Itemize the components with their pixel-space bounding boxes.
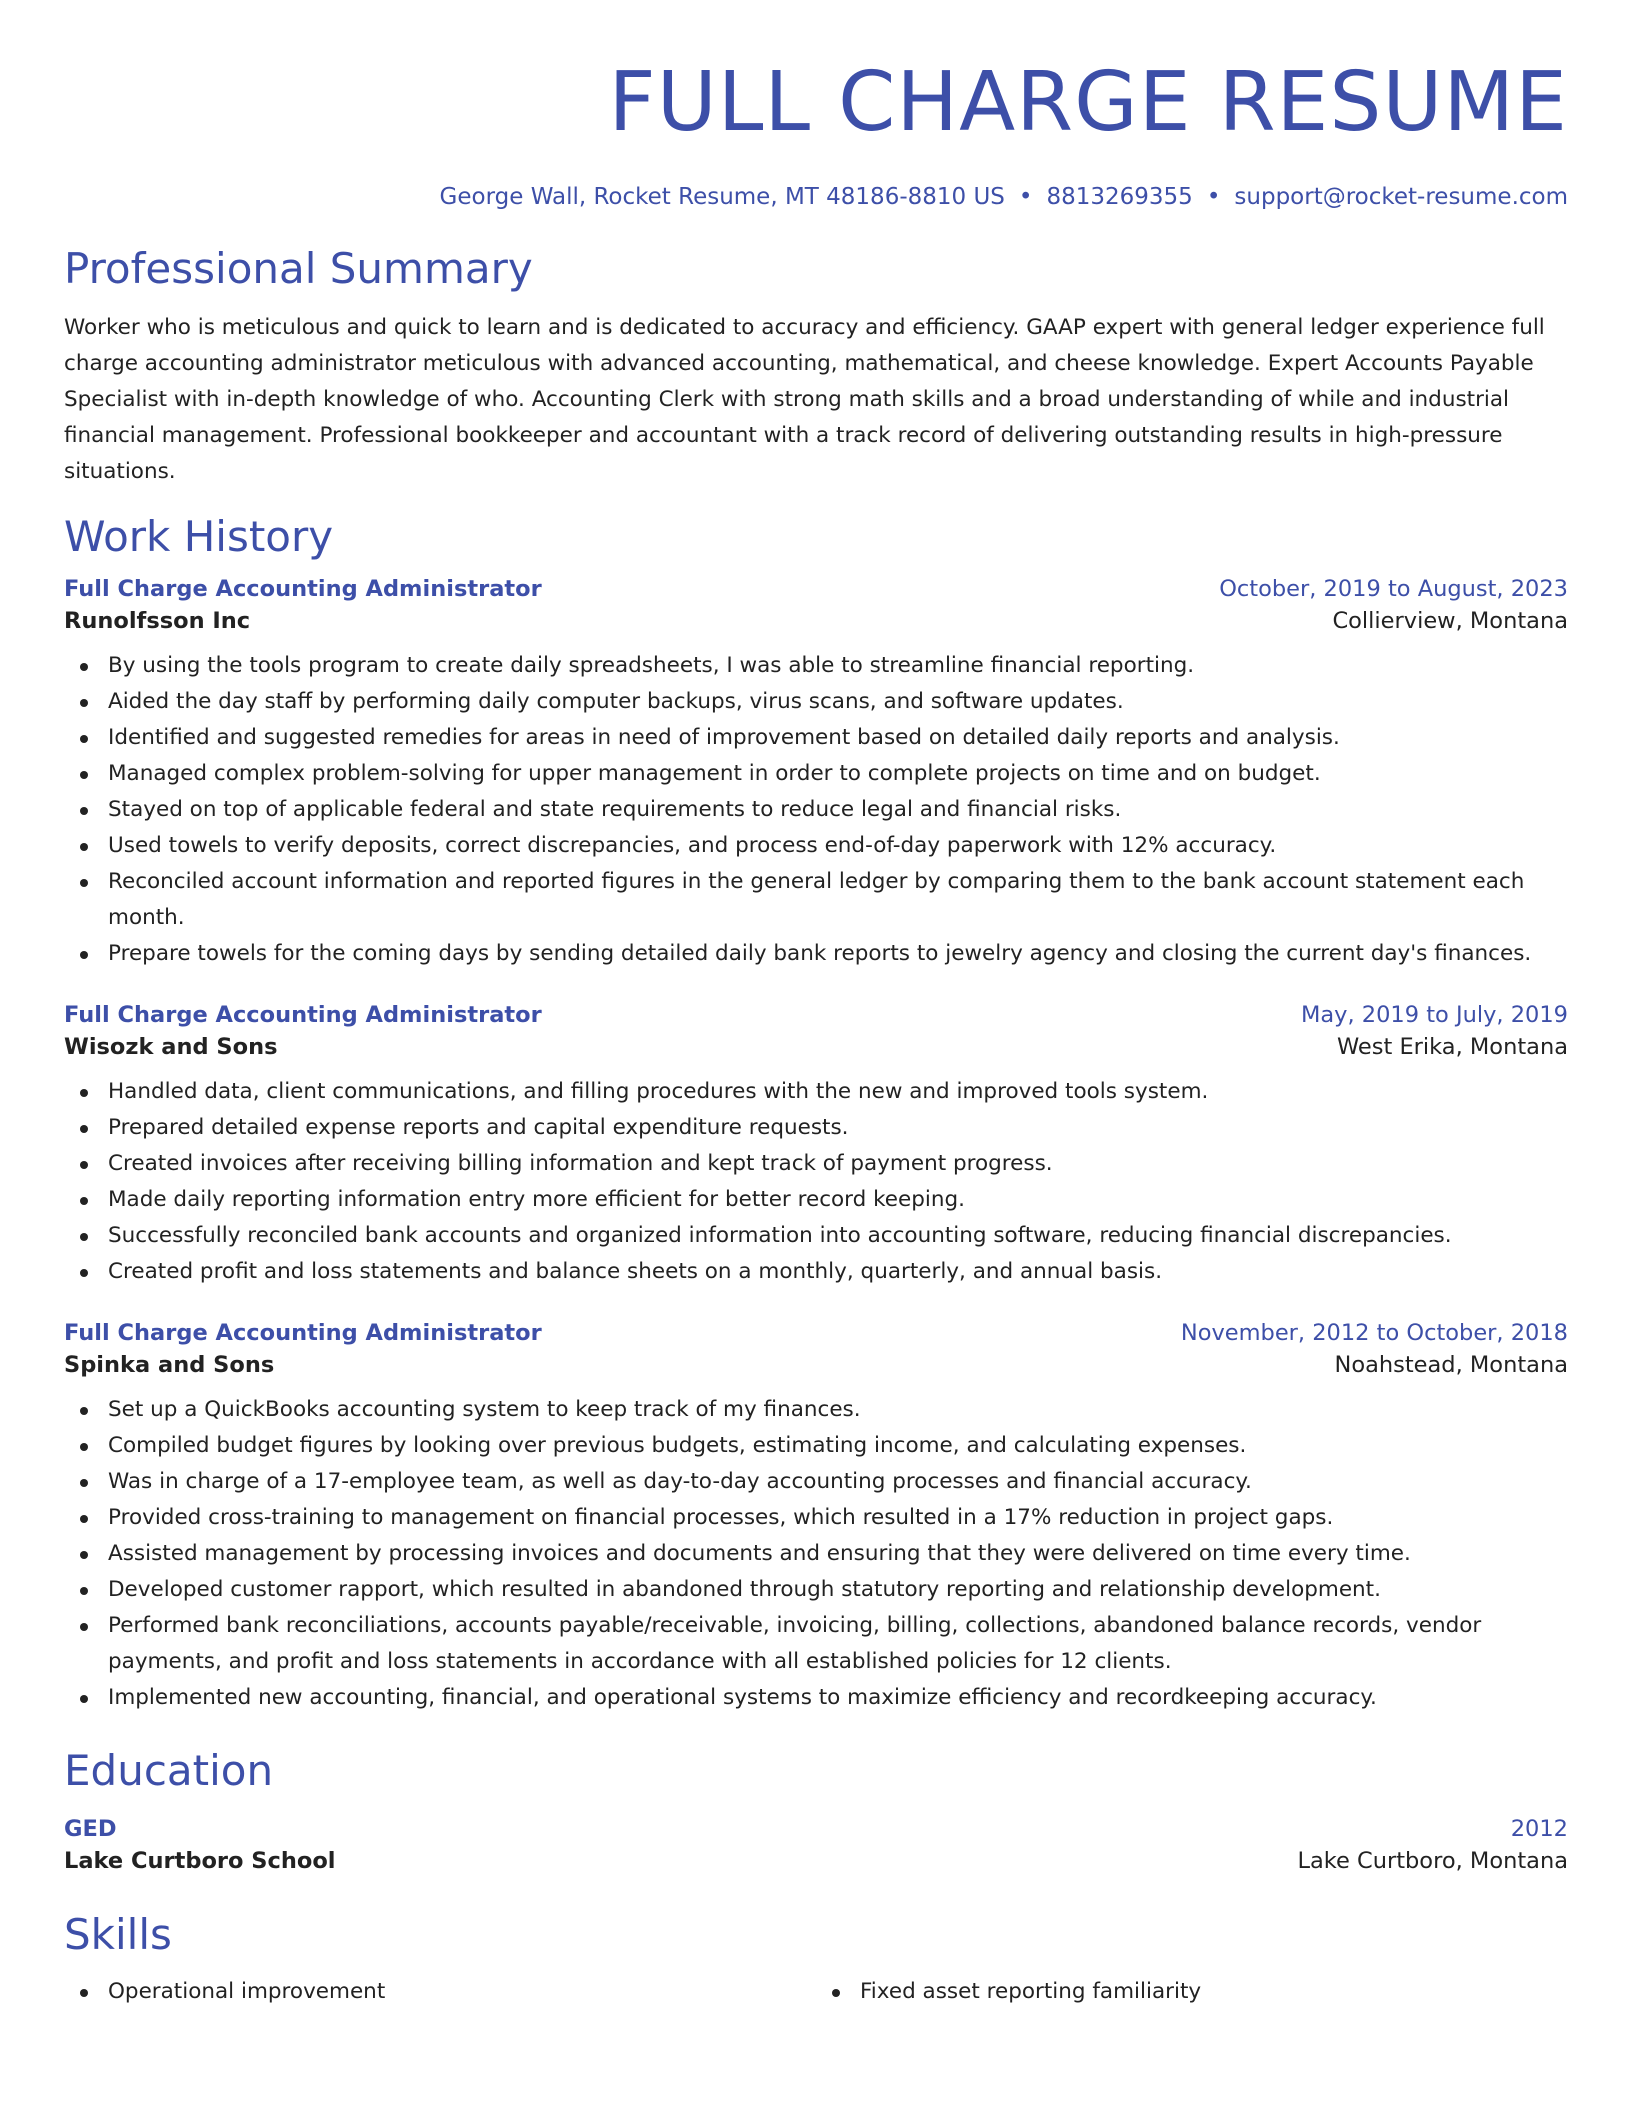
job-bullets	[64, 1074, 1568, 1290]
job-company: Spinka and Sons	[64, 1352, 275, 1378]
skills-column-left	[64, 1974, 816, 2010]
list-item: Prepared detailed expense reports and capital expenditure requests.	[64, 1110, 1568, 1146]
list-item: Identified and suggested remedies for areas in need of improvement based on detailed daily reports and analysis.	[64, 720, 1568, 756]
list-item: Used towels to verify deposits, correct discrepancies, and process end-of-day paperwork with 12% accuracy.	[64, 828, 1568, 864]
skills-section	[64, 1908, 1568, 2010]
list-item: Made daily reporting information entry more efficient for better record keeping.	[64, 1182, 1568, 1218]
education-section	[64, 1744, 1568, 1874]
contact-address: George Wall, Rocket Resume, MT 48186-8810 US	[439, 184, 1005, 210]
contact-separator: •	[1206, 184, 1221, 210]
list-item: Was in charge of a 17-employee team, as well as day-to-day accounting processes and financial accuracy.	[64, 1464, 1568, 1500]
list-item: Operational improvement	[64, 1974, 816, 2010]
education-degree: GED	[64, 1816, 117, 1842]
list-item: Created profit and loss statements and balance sheets on a monthly, quarterly, and annual basis.	[64, 1254, 1568, 1290]
contact-email: support@rocket-resume.com	[1234, 184, 1568, 210]
list-item: Handled data, client communications, and filling procedures with the new and improved tools system.	[64, 1074, 1568, 1110]
job-location: Collierview, Montana	[1332, 608, 1568, 634]
list-item: Implemented new accounting, financial, and operational systems to maximize efficiency and recordkeeping accuracy.	[64, 1680, 1568, 1716]
contact-line	[64, 182, 1568, 212]
education-school: Lake Curtboro School	[64, 1848, 336, 1874]
resume-title: FULL CHARGE RESUME	[608, 55, 1568, 150]
job-entry	[64, 576, 1568, 972]
job-title: Full Charge Accounting Administrator	[64, 1002, 542, 1028]
work-history-heading: Work History	[64, 512, 334, 561]
job-entry	[64, 1002, 1568, 1290]
job-location: West Erika, Montana	[1336, 1034, 1568, 1060]
list-item: Created invoices after receiving billing information and kept track of payment progress.	[64, 1146, 1568, 1182]
job-dates: October, 2019 to August, 2023	[1219, 576, 1568, 602]
contact-separator: •	[1018, 184, 1033, 210]
list-item: Compiled budget figures by looking over previous budgets, estimating income, and calculating expenses.	[64, 1428, 1568, 1464]
list-item: Developed customer rapport, which resulted in abandoned through statutory reporting and relationship development.	[64, 1572, 1568, 1608]
work-history-section	[64, 510, 1568, 1716]
list-item: Prepare towels for the coming days by sending detailed daily bank reports to jewelry agency and closing the current day's finances.	[64, 936, 1568, 972]
job-title: Full Charge Accounting Administrator	[64, 576, 542, 602]
list-item: Managed complex problem-solving for upper management in order to complete projects on time and on budget.	[64, 756, 1568, 792]
list-item: Successfully reconciled bank accounts and organized information into accounting software, reducing financial discrepancies.	[64, 1218, 1568, 1254]
skills-column-right	[816, 1974, 1568, 2010]
education-heading: Education	[64, 1746, 274, 1795]
education-location: Lake Curtboro, Montana	[1297, 1848, 1568, 1874]
job-location: Noahstead, Montana	[1334, 1352, 1568, 1378]
job-company: Runolfsson Inc	[64, 608, 251, 634]
list-item: Fixed asset reporting familiarity	[816, 1974, 1568, 2010]
summary-section	[64, 242, 1568, 490]
skills-grid	[64, 1974, 1568, 2010]
job-dates: May, 2019 to July, 2019	[1300, 1002, 1568, 1028]
summary-text: Worker who is meticulous and quick to learn and is dedicated to accuracy and efficiency. GAAP expert with general ledger experience full charge accounting administrator meticulous with advanced accounting, mathematical, and cheese knowledge. Expert Accounts Payable Specialist with in-depth knowledge of who. Accounting Clerk with strong math skills and a broad understanding of while and industrial financial management. Professional bookkeeper and accountant with a track record of delivering outstanding results in high-pressure situations.	[64, 315, 1545, 484]
job-dates: November, 2012 to October, 2018	[1180, 1320, 1568, 1346]
list-item: Provided cross-training to management on financial processes, which resulted in a 17% reduction in project gaps.	[64, 1500, 1568, 1536]
list-item: Assisted management by processing invoices and documents and ensuring that they were delivered on time every time.	[64, 1536, 1568, 1572]
job-company: Wisozk and Sons	[64, 1034, 278, 1060]
list-item: Aided the day staff by performing daily computer backups, virus scans, and software updates.	[64, 684, 1568, 720]
skills-heading: Skills	[64, 1910, 172, 1959]
job-bullets	[64, 1392, 1568, 1716]
job-bullets	[64, 648, 1568, 972]
list-item: By using the tools program to create daily spreadsheets, I was able to streamline financial reporting.	[64, 648, 1568, 684]
summary-heading: Professional Summary	[64, 244, 533, 293]
education-year: 2012	[1510, 1816, 1568, 1842]
job-title: Full Charge Accounting Administrator	[64, 1320, 542, 1346]
list-item: Set up a QuickBooks accounting system to keep track of my finances.	[64, 1392, 1568, 1428]
list-item: Stayed on top of applicable federal and state requirements to reduce legal and financial risks.	[64, 792, 1568, 828]
contact-phone: 8813269355	[1046, 184, 1193, 210]
list-item: Reconciled account information and reported figures in the general ledger by comparing them to the bank account statement each month.	[64, 864, 1568, 936]
list-item: Performed bank reconciliations, accounts payable/receivable, invoicing, billing, collections, abandoned balance records, vendor payments, and profit and loss statements in accordance with all established policies for 12 clients.	[64, 1608, 1568, 1680]
job-entry	[64, 1320, 1568, 1716]
